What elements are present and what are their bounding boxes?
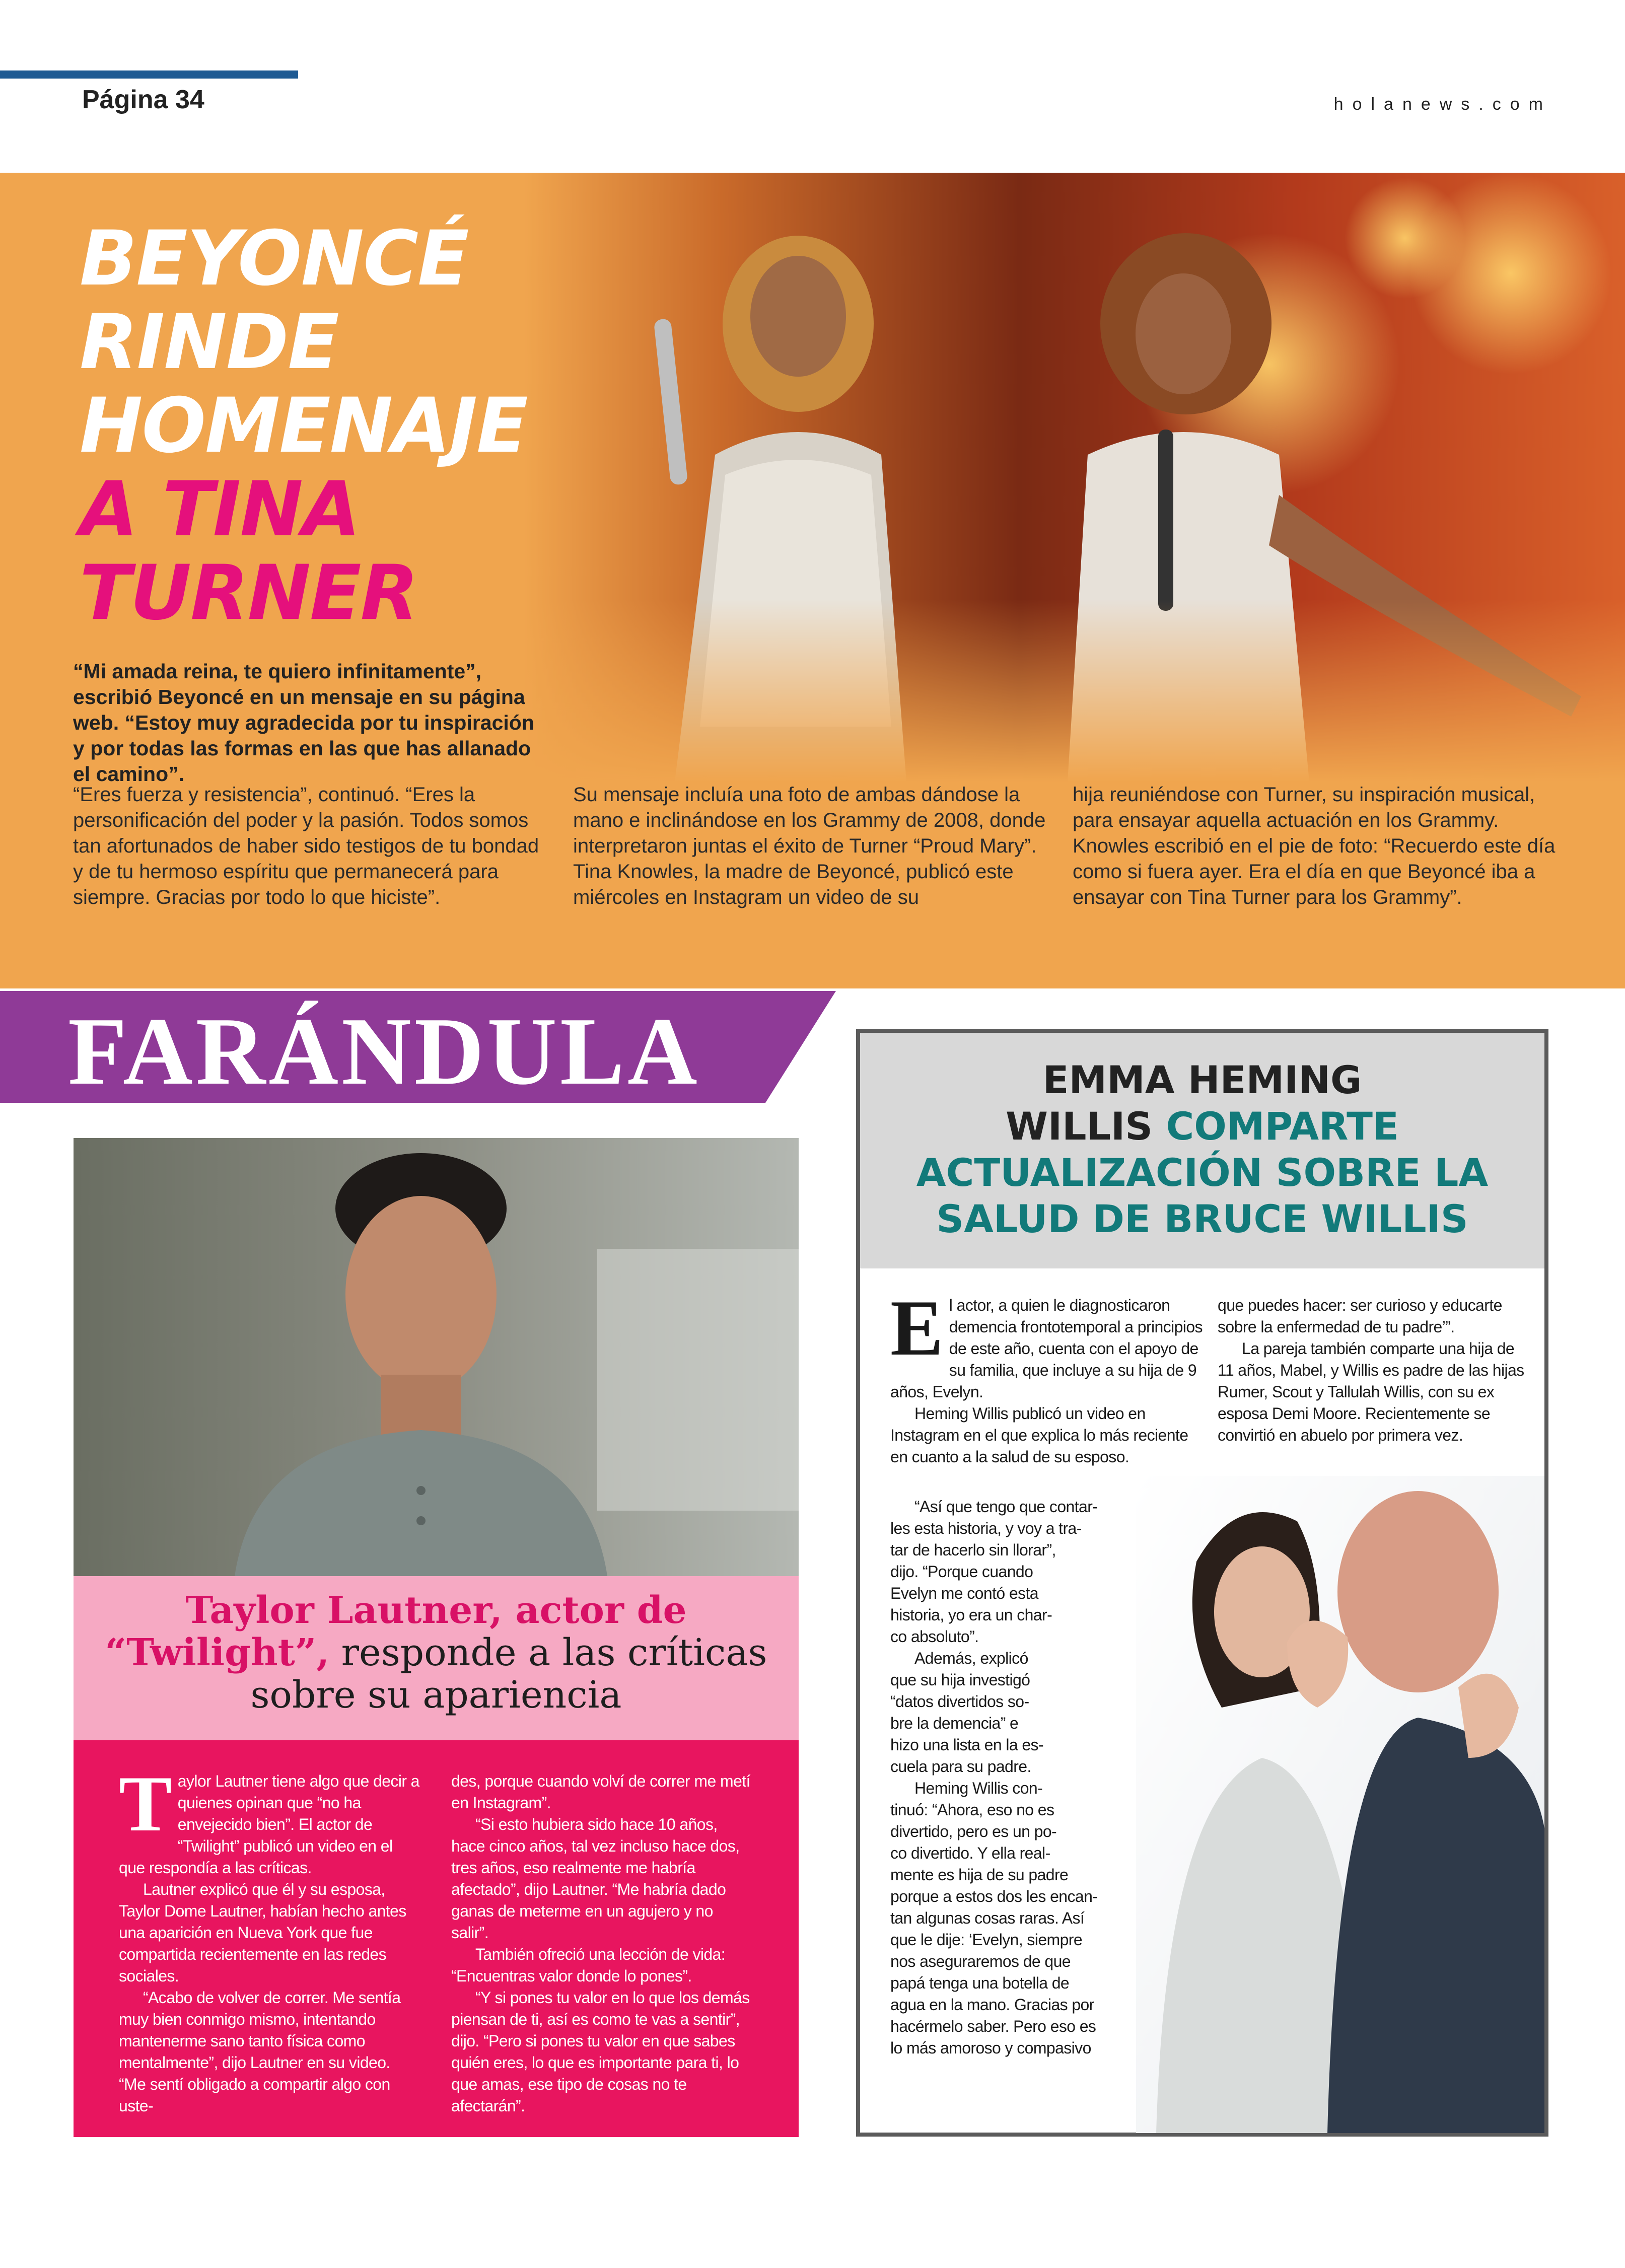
paragraph: que puedes hacer: ser curioso y educarte sobre la enfermedad de tu padre’”. xyxy=(1218,1296,1502,1336)
text-line: co absoluto”. xyxy=(890,1627,979,1646)
text-line: Heming Willis con- xyxy=(914,1779,1043,1797)
text-line: porque a estos dos les encan- xyxy=(890,1887,1098,1905)
text-line: que le dije: ‘Evelyn, siempre xyxy=(890,1931,1083,1949)
emma-headline-highlight: SALUD DE BRUCE WILLIS xyxy=(936,1196,1468,1241)
text-line: cuela para su padre. xyxy=(890,1757,1031,1776)
emma-headline xyxy=(860,1057,1544,1242)
emma-article-frame xyxy=(856,1029,1548,2137)
text-line: tan algunas cosas raras. Así xyxy=(890,1909,1085,1927)
paragraph: “Y si pones tu valor en lo que los demás piensan de ti, así es como te vas a sentir”, dijo. “Pero si pones tu valor en que sabes quién eres, lo que es importante para ti, lo que amas, ese tipo de cosas no te afectarán”. xyxy=(451,1989,750,2115)
paragraph: Lautner explicó que él y su esposa, Taylor Dome Lautner, habían hecho antes una aparición en Nueva York que fue compartida recientemente en las redes sociales. xyxy=(119,1880,406,1985)
text-line: lo más amoroso y compasivo xyxy=(890,2039,1091,2057)
section-label: FARÁNDULA xyxy=(68,998,700,1105)
text-line: co divertido. Y ella real- xyxy=(890,1844,1050,1862)
text-line: les esta historia, y voy a tra- xyxy=(890,1519,1082,1537)
text-line: historia, yo era un char- xyxy=(890,1606,1052,1624)
emma-headline-box xyxy=(860,1033,1544,1268)
text-line: nos aseguraremos de que xyxy=(890,1952,1071,1970)
text-line: Además, explicó xyxy=(914,1649,1028,1667)
text-line: Evelyn me contó esta xyxy=(890,1584,1038,1602)
emma-headline-highlight: COMPARTE xyxy=(1166,1104,1399,1149)
text-line: mente es hija de su padre xyxy=(890,1866,1069,1884)
taylor-article-body xyxy=(74,1740,799,2137)
text-line: que su hija investigó xyxy=(890,1671,1030,1689)
taylor-lautner-photo xyxy=(74,1138,799,1576)
emma-headline-line: EMMA HEMING xyxy=(1042,1057,1362,1102)
text-line: bre la demencia” e xyxy=(890,1714,1019,1732)
text-line: tinuó: “Ahora, eso no es xyxy=(890,1801,1054,1819)
text-line: divertido, pero es un po- xyxy=(890,1822,1057,1840)
paragraph: aylor Lautner tiene algo que decir a quienes opinan que “no ha envejecido bien”. El actor de “Twilight” publicó un video en el que respondía a las críticas. xyxy=(119,1772,419,1877)
paragraph: La pareja también comparte una hija de 11 años, Mabel, y Willis es padre de las hijas Rumer, Scout y Tallulah Willis, con su ex esposa Demi Moore. Recientemente se convirtió en abuelo por primera vez. xyxy=(1218,1339,1524,1444)
text-line: “datos divertidos so- xyxy=(890,1692,1029,1711)
text-line: papá tenga una botella de xyxy=(890,1974,1070,1992)
hero-photo-beyonce-tina-turner xyxy=(524,173,1625,782)
drop-cap: E xyxy=(890,1284,943,1372)
paragraph: “Acabo de volver de correr. Me sentía muy bien conmigo mismo, intentando mantenerme sano tanto física como mentalmente”, dijo Lautner en su video. “Me sentí obligado a compartir algo con uste- xyxy=(119,1989,401,2115)
paragraph: Heming Willis publicó un video en Instagram en el que explica lo más reciente en cuanto a la salud de su esposo. xyxy=(890,1404,1188,1466)
site-url[interactable]: holanews.com xyxy=(1333,95,1552,114)
drop-cap: T xyxy=(119,1760,172,1848)
hero-section xyxy=(0,173,1625,988)
hero-headline-highlight: A TINA xyxy=(80,466,360,553)
taylor-headline-rest: responde a las críticas sobre su apariencia xyxy=(250,1631,767,1717)
emma-body-column-1-wrap xyxy=(890,1496,1152,2059)
hero-headline-line: RINDE xyxy=(80,299,338,386)
emma-headline-line: WILLIS xyxy=(1006,1104,1166,1149)
hero-lead-paragraph: “Mi amada reina, te quiero infinitamente”, escribió Beyoncé en un mensaje en su página web. “Estoy muy agradecida por tu inspiración y por todas las formas en las que has allanado el camino”. xyxy=(73,660,534,786)
hero-headline-line: BEYONCÉ xyxy=(80,215,468,303)
text-line: agua en la mano. Gracias por xyxy=(890,1996,1094,2014)
taylor-headline xyxy=(74,1589,799,1716)
paragraph: “Si esto hubiera sido hace 10 años, hace cinco años, tal vez incluso hace dos, tres años, eso realmente me habría afectado”, dijo Lautner. “Me habría dado ganas de meterme en un agujero y no salir”. xyxy=(451,1815,740,1942)
emma-headline-highlight: ACTUALIZACIÓN SOBRE LA xyxy=(916,1150,1489,1195)
paragraph: l actor, a quien le diagnosticaron demencia frontotemporal a principios de este año, cuenta con el apoyo de su familia, que incluye a su hija de 9 años, Evelyn. xyxy=(890,1296,1203,1401)
text-line: “Así que tengo que contar- xyxy=(914,1498,1098,1516)
emma-body-column-1 xyxy=(890,1284,1203,1468)
hero-headline-line: HOMENAJE xyxy=(80,382,527,470)
text-line: hacérmelo saber. Pero eso es xyxy=(890,2017,1096,2035)
paragraph: des, porque cuando volví de correr me metí en Instagram”. xyxy=(451,1772,750,1812)
emma-bruce-willis-photo xyxy=(1136,1476,1544,2133)
paragraph: También ofreció una lección de vida: “Encuentras valor donde lo pones”. xyxy=(451,1945,726,1985)
taylor-body-column-1 xyxy=(119,1760,421,2117)
taylor-body-column-2 xyxy=(451,1770,753,2117)
taylor-headline-highlight: Taylor Lautner, actor de “Twilight”, xyxy=(105,1589,687,1674)
page-number: Página 34 xyxy=(82,85,204,114)
text-line: hizo una lista en la es- xyxy=(890,1736,1044,1754)
hero-body-column-1: “Eres fuerza y resistencia”, continuó. “Eres la personificación del poder y la pasión. Todos somos tan afortunados de haber sido testigos de tu bondad y de tu hermoso espíritu que permanecerá para siempre. Gracias por todo lo que hiciste”. xyxy=(73,784,539,908)
hero-headline xyxy=(80,217,583,635)
hero-body-column-3: hija reuniéndose con Turner, su inspiración musical, para ensayar aquella actuación en los Grammy. Knowles escribió en el pie de foto: “Recuerdo este día como si fuera ayer. Era el día en que Beyoncé iba a ensayar con Tina Turner para los Grammy”. xyxy=(1073,784,1556,908)
emma-body-column-2 xyxy=(1218,1295,1530,1446)
hero-headline-highlight: TURNER xyxy=(80,549,418,637)
text-line: dijo. “Porque cuando xyxy=(890,1563,1033,1581)
top-accent-rule xyxy=(0,70,298,79)
taylor-headline-box xyxy=(74,1576,799,1740)
text-line: tar de hacerlo sin llorar”, xyxy=(890,1541,1056,1559)
hero-body-column-2: Su mensaje incluía una foto de ambas dándose la mano e inclinándose en los Grammy de 2008, donde interpretaron juntas el éxito de Turner “Proud Mary”. Tina Knowles, la madre de Beyoncé, publicó este miércoles en Instagram un video de su xyxy=(573,784,1046,908)
